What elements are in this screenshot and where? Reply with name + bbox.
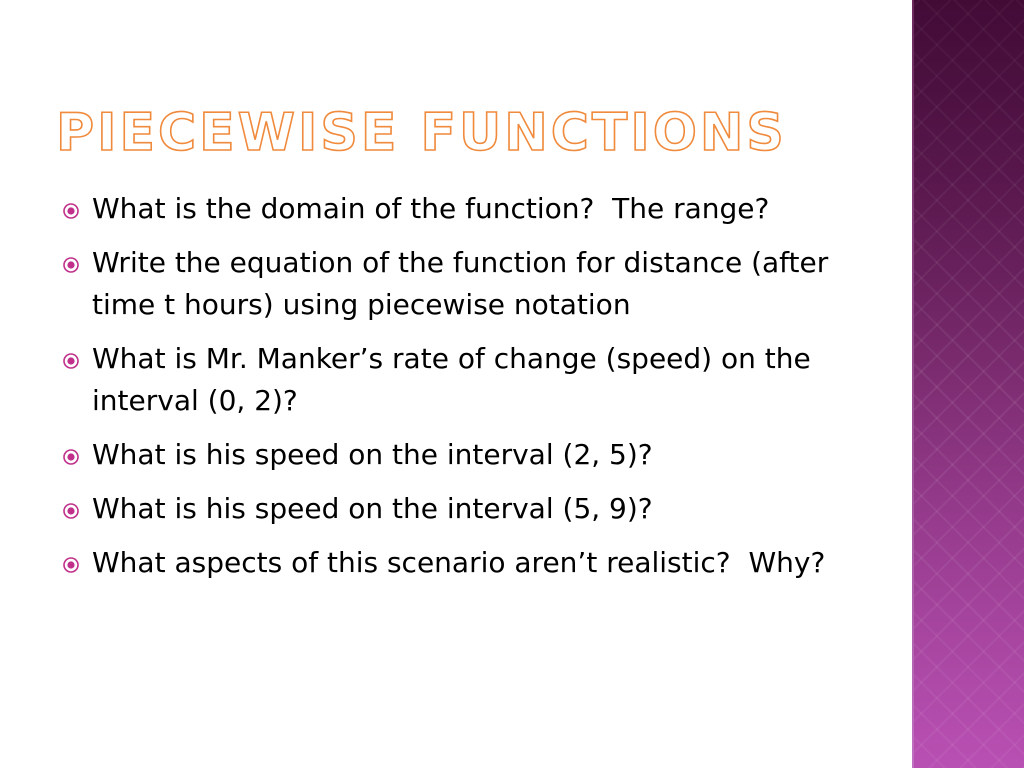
bullet-item xyxy=(62,242,882,326)
circle-dot-bullet-icon xyxy=(62,188,92,230)
bullet-item xyxy=(62,488,882,530)
circle-dot-bullet-icon xyxy=(62,338,92,380)
bullet-item xyxy=(62,434,882,476)
bullet-text: Write the equation of the function for distance (after time t hours) using piecewise notation xyxy=(92,246,838,321)
bullet-item xyxy=(62,338,882,422)
circle-dot-bullet-icon xyxy=(62,542,92,584)
bullet-text: What is his speed on the interval (2, 5)? xyxy=(92,438,653,471)
bullet-item xyxy=(62,542,882,584)
decorative-side-panel xyxy=(912,0,1024,768)
circle-dot-bullet-icon xyxy=(62,242,92,284)
bullet-list xyxy=(62,188,882,596)
circle-dot-bullet-icon xyxy=(62,488,92,530)
bullet-item xyxy=(62,188,882,230)
side-panel-edge xyxy=(912,0,914,768)
slide-title: PIECEWISE FUNCTIONS xyxy=(56,103,787,163)
bullet-text: What is his speed on the interval (5, 9)? xyxy=(92,492,653,525)
bullet-text: What is Mr. Manker’s rate of change (speed) on the interval (0, 2)? xyxy=(92,342,820,417)
circle-dot-bullet-icon xyxy=(62,434,92,476)
bullet-text: What aspects of this scenario aren’t realistic? Why? xyxy=(92,546,826,579)
bullet-text: What is the domain of the function? The range? xyxy=(92,192,770,225)
